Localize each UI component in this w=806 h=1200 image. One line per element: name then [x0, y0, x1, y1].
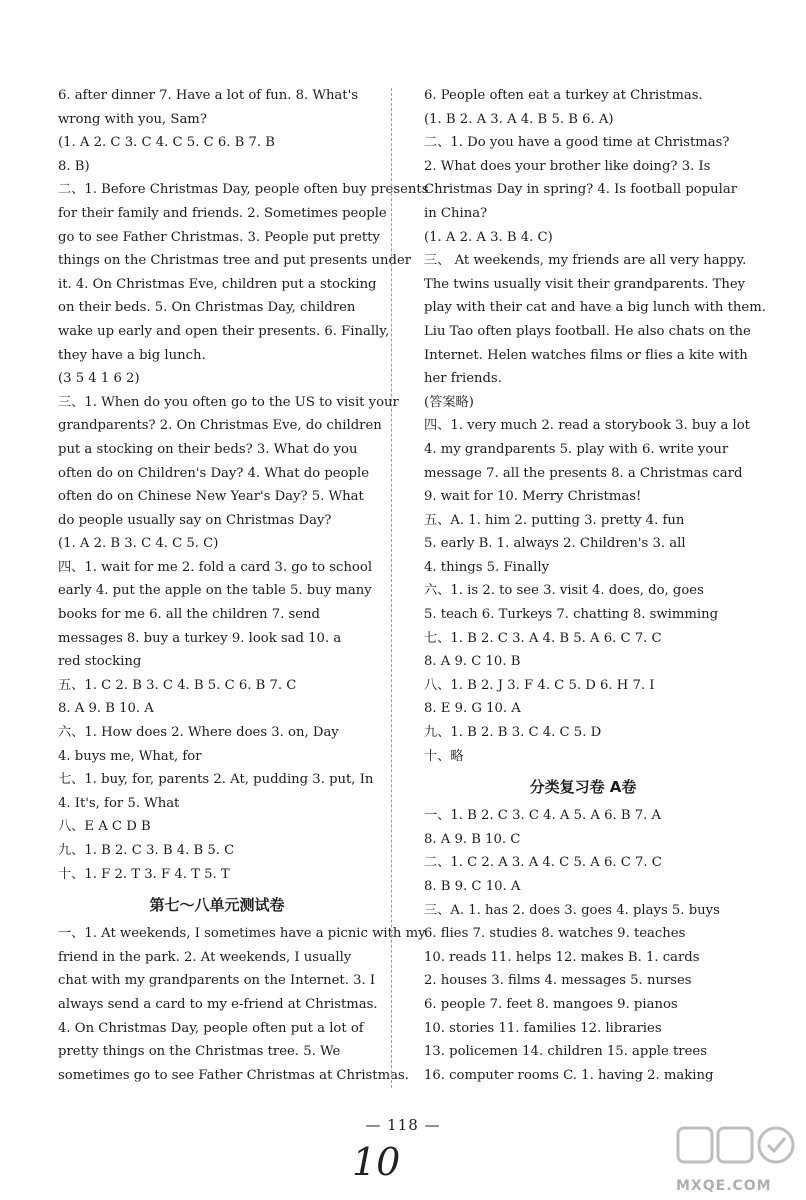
- answer-line: on their beds. 5. On Christmas Day, children: [58, 300, 356, 316]
- answer-line: go to see Father Christmas. 3. People put pretty: [58, 229, 380, 245]
- answer-line: they have a big lunch.: [58, 347, 206, 363]
- answer-line: grandparents? 2. On Christmas Eve, do children: [58, 418, 382, 434]
- answer-line: (1. A 2. A 3. B 4. C): [424, 229, 553, 245]
- answer-line: in China?: [424, 205, 488, 221]
- answer-line: Liu Tao often plays football. He also chats on the: [424, 323, 751, 339]
- answer-line: 8. A 9. B 10. A: [58, 701, 154, 717]
- answer-line: (3 5 4 1 6 2): [58, 371, 140, 387]
- answer-line: 六、1. is 2. to see 3. visit 4. does, do, goes: [424, 583, 704, 599]
- watermark-text: MXQE.COM: [676, 1178, 772, 1194]
- answer-line: 七、1. B 2. C 3. A 4. B 5. A 6. C 7. C: [424, 630, 662, 646]
- answer-line: 三、1. When do you often go to the US to visit your: [58, 394, 399, 410]
- section-heading-review-paper-a: 分类复习卷 A卷: [529, 778, 637, 797]
- answer-line: 8. B): [58, 158, 90, 174]
- answer-line: 一、1. B 2. C 3. C 4. A 5. A 6. B 7. A: [424, 808, 662, 824]
- column-divider: [391, 88, 392, 1088]
- answer-line: 5. early B. 1. always 2. Children's 3. all: [424, 536, 686, 552]
- right-answer-lines-after: [424, 804, 742, 1087]
- site-watermark-logo: [672, 1118, 802, 1198]
- answer-line: 三、 At weekends, my friends are all very happy.: [424, 253, 747, 269]
- answer-line: 二、1. Do you have a good time at Christmas?: [424, 135, 730, 151]
- answer-line: 二、1. Before Christmas Day, people often buy presents: [58, 182, 429, 198]
- answer-line: for their family and friends. 2. Sometimes people: [58, 205, 387, 221]
- answer-line: chat with my grandparents on the Internet. 3. I: [58, 973, 376, 989]
- left-answer-lines-after: [58, 922, 426, 1087]
- answer-line: 八、E A C D B: [58, 819, 151, 835]
- section-heading-unit-7-8-test: 第七～八单元测试卷: [149, 896, 285, 915]
- answer-line: wake up early and open their presents. 6. Finally,: [58, 323, 390, 339]
- answer-line: 6. People often eat a turkey at Christmas.: [424, 88, 703, 103]
- answer-line: 七、1. buy, for, parents 2. At, pudding 3. put, In: [58, 772, 374, 788]
- answer-line: message 7. all the presents 8. a Christmas card: [424, 465, 743, 481]
- answer-line: always send a card to my e-friend at Christmas.: [58, 996, 378, 1012]
- answer-line: 十、1. F 2. T 3. F 4. T 5. T: [58, 866, 230, 882]
- page-number: — 118 —: [365, 1116, 441, 1134]
- answer-line: 二、1. C 2. A 3. A 4. C 5. A 6. C 7. C: [424, 855, 662, 871]
- answer-line: do people usually say on Christmas Day?: [58, 512, 332, 528]
- answer-line: 16. computer rooms C. 1. having 2. making: [424, 1067, 714, 1083]
- left-column: [58, 84, 429, 1087]
- answer-line: The twins usually visit their grandparents. They: [424, 276, 746, 292]
- answer-line: 五、1. C 2. B 3. C 4. B 5. C 6. B 7. C: [58, 677, 297, 693]
- answer-line: friend in the park. 2. At weekends, I usually: [58, 949, 352, 965]
- answer-line: pretty things on the Christmas tree. 5. We: [58, 1044, 341, 1060]
- answer-line: 4. buys me, What, for: [58, 748, 202, 764]
- answer-line: (1. B 2. A 3. A 4. B 5. B 6. A): [424, 111, 614, 127]
- answer-line: 六、1. How does 2. Where does 3. on, Day: [58, 725, 339, 741]
- right-answer-lines: [424, 84, 766, 768]
- answer-line: 八、1. B 2. J 3. F 4. C 5. D 6. H 7. I: [424, 677, 655, 693]
- answer-line: put a stocking on their beds? 3. What do you: [58, 441, 358, 457]
- answer-line: 13. policemen 14. children 15. apple trees: [424, 1044, 707, 1060]
- answer-line: 十、略: [424, 748, 464, 764]
- answer-line: (答案略): [424, 394, 474, 410]
- right-column: [424, 84, 766, 1087]
- handwritten-page-mark: 10: [352, 1140, 401, 1184]
- answer-line: 8. B 9. C 10. A: [424, 879, 521, 894]
- answer-line: 9. wait for 10. Merry Christmas!: [424, 489, 642, 505]
- answer-line: 2. What does your brother like doing? 3. Is: [424, 158, 711, 174]
- answer-line: books for me 6. all the children 7. send: [58, 607, 320, 623]
- answer-line: often do on Chinese New Year's Day? 5. What: [58, 489, 364, 505]
- answer-line: red stocking: [58, 654, 142, 670]
- answer-line: 四、1. wait for me 2. fold a card 3. go to school: [58, 559, 373, 575]
- answer-line: 五、A. 1. him 2. putting 3. pretty 4. fun: [424, 512, 685, 528]
- answer-line: 三、A. 1. has 2. does 3. goes 4. plays 5. buys: [424, 902, 720, 918]
- answer-line: 10. reads 11. helps 12. makes B. 1. cards: [424, 949, 700, 965]
- answer-line: wrong with you, Sam?: [58, 111, 207, 127]
- answer-line: 一、1. At weekends, I sometimes have a picnic with my: [58, 926, 426, 942]
- answer-line: 6. people 7. feet 8. mangoes 9. pianos: [424, 996, 678, 1012]
- answer-line: Christmas Day in spring? 4. Is football popular: [424, 182, 738, 198]
- answer-line: play with their cat and have a big lunch with them.: [424, 300, 766, 316]
- answer-line: 2. houses 3. films 4. messages 5. nurses: [424, 973, 692, 989]
- answer-line: 5. teach 6. Turkeys 7. chatting 8. swimming: [424, 607, 719, 623]
- answer-line: 四、1. very much 2. read a storybook 3. buy a lot: [424, 418, 750, 434]
- answer-line: messages 8. buy a turkey 9. look sad 10. a: [58, 630, 342, 646]
- answer-line: 8. A 9. C 10. B: [424, 654, 521, 670]
- answer-line: sometimes go to see Father Christmas at Christmas.: [58, 1067, 409, 1083]
- answer-line: 4. things 5. Finally: [424, 559, 550, 575]
- answer-line: things on the Christmas tree and put presents under: [58, 253, 412, 269]
- answer-line: 8. A 9. B 10. C: [424, 831, 521, 847]
- answer-line: (1. A 2. C 3. C 4. C 5. C 6. B 7. B: [58, 135, 275, 151]
- left-answer-lines: [58, 84, 429, 886]
- answer-line: often do on Children's Day? 4. What do people: [58, 465, 370, 481]
- answer-line: it. 4. On Christmas Eve, children put a stocking: [58, 276, 377, 292]
- answer-line: 10. stories 11. families 12. libraries: [424, 1020, 662, 1036]
- answer-line: 6. after dinner 7. Have a lot of fun. 8. What's: [58, 88, 358, 103]
- answer-line: (1. A 2. B 3. C 4. C 5. C): [58, 536, 219, 552]
- answer-line: 九、1. B 2. C 3. B 4. B 5. C: [58, 843, 235, 858]
- answer-line: 8. E 9. G 10. A: [424, 701, 521, 717]
- answer-line: early 4. put the apple on the table 5. buy many: [58, 583, 372, 599]
- answer-line: 九、1. B 2. B 3. C 4. C 5. D: [424, 725, 602, 741]
- answer-line: 4. It's, for 5. What: [58, 795, 180, 811]
- answer-line: 6. flies 7. studies 8. watches 9. teaches: [424, 926, 686, 942]
- answer-line: 4. my grandparents 5. play with 6. write your: [424, 441, 729, 457]
- watermark-emblem-icon: [672, 1118, 802, 1178]
- answer-line: 4. On Christmas Day, people often put a lot of: [58, 1020, 364, 1036]
- answer-line: her friends.: [424, 371, 502, 387]
- answer-line: Internet. Helen watches films or flies a kite with: [424, 347, 748, 363]
